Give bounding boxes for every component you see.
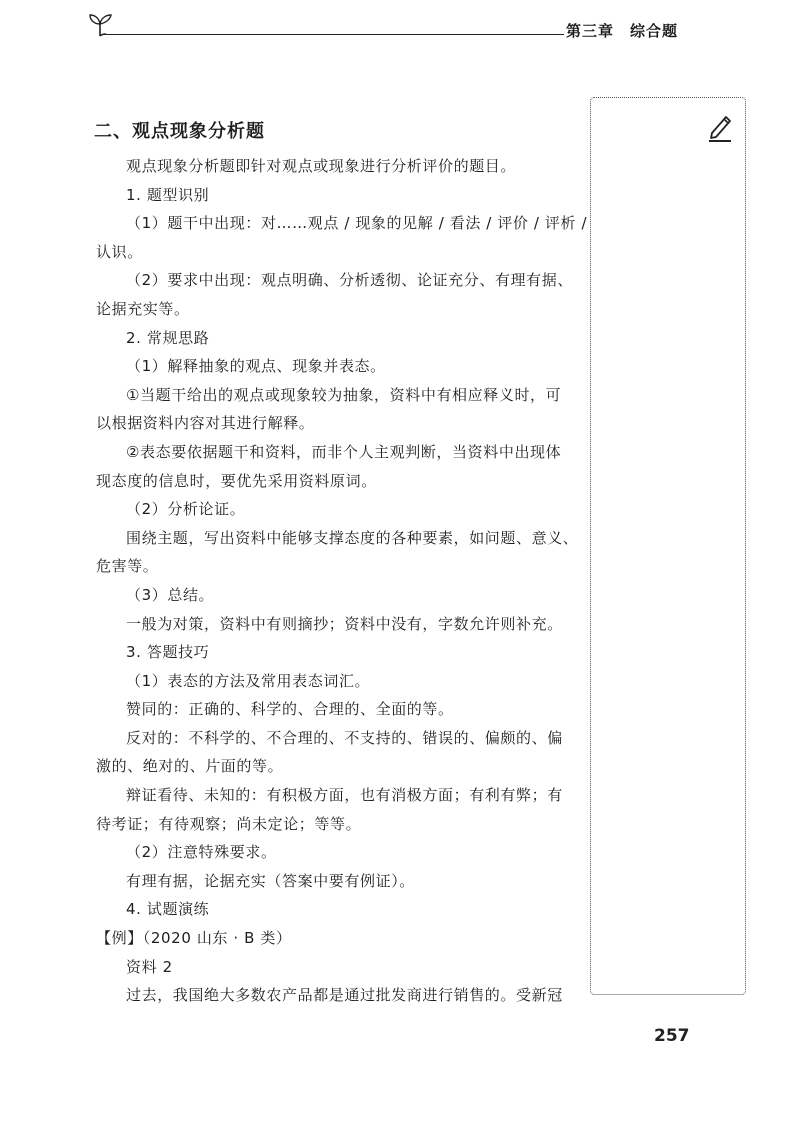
paragraph-line: 过去，我国绝大多数农产品都是通过批发商进行销售的。受新冠 [126, 986, 563, 1005]
material-label: 资料 2 [126, 957, 173, 976]
subheading-common-approach: 2. 常规思路 [126, 328, 210, 347]
header-rule [104, 34, 564, 35]
paragraph-line: 有理有据，论据充实（答案中要有例证）。 [126, 871, 415, 890]
paragraph-line: 反对的：不科学的、不合理的、不支持的、错误的、偏颇的、偏 [126, 728, 563, 747]
subheading-answer-skills: 3. 答题技巧 [126, 643, 210, 662]
paragraph-line: 一般为对策，资料中有则摘抄；资料中没有，字数允许则补充。 [126, 614, 563, 633]
paragraph-line: 论据充实等。 [96, 299, 190, 318]
paragraph-line: （1）解释抽象的观点、现象并表态。 [126, 357, 386, 376]
paragraph-line: 观点现象分析题即针对观点或现象进行分析评价的题目。 [126, 157, 517, 175]
paragraph-line: （2）分析论证。 [126, 500, 246, 519]
paragraph-line: （1）题干中出现：对……观点 / 现象的见解 / 看法 / 评价 / 评析 / [126, 214, 588, 233]
paragraph-line: 认识。 [96, 242, 143, 261]
notes-margin-box [590, 97, 746, 995]
paragraph-line: 危害等。 [96, 557, 159, 576]
paragraph-line: 辩证看待、未知的：有积极方面，也有消极方面；有利有弊；有 [126, 786, 563, 805]
paragraph-line: 激的、绝对的、片面的等。 [96, 757, 284, 776]
subheading-practice: 4. 试题演练 [126, 900, 210, 919]
section-heading: 二、观点现象分析题 [94, 121, 265, 142]
paragraph-line: 待考证；有待观察；尚未定论；等等。 [96, 814, 362, 833]
paragraph-line: ①当题干给出的观点或现象较为抽象，资料中有相应释义时，可 [126, 385, 562, 404]
paragraph-line: 围绕主题，写出资料中能够支撑态度的各种要素，如问题、意义、 [126, 528, 579, 547]
paragraph-line: （2）注意特殊要求。 [126, 843, 277, 862]
paragraph-line: ②表态要依据题干和资料，而非个人主观判断，当资料中出现体 [126, 442, 562, 461]
page-number: 257 [654, 1026, 690, 1046]
paragraph-line: （1）表态的方法及常用表态词汇。 [126, 671, 371, 690]
sprout-icon [86, 10, 116, 40]
paragraph-line: 以根据资料内容对其进行解释。 [96, 414, 315, 433]
pencil-icon [706, 111, 734, 143]
example-label: 【例】（2020 山东 · B 类） [96, 929, 292, 948]
paragraph-line: 赞同的：正确的、科学的、合理的、全面的等。 [126, 700, 454, 719]
chapter-title: 第三章 综合题 [566, 22, 679, 40]
body-text [96, 152, 586, 1010]
paragraph-line: （2）要求中出现：观点明确、分析透彻、论证充分、有理有据、 [126, 271, 573, 290]
paragraph-line: 现态度的信息时，要优先采用资料原词。 [96, 471, 377, 490]
paragraph-line: （3）总结。 [126, 585, 215, 604]
subheading-type-identification: 1. 题型识别 [126, 185, 210, 204]
